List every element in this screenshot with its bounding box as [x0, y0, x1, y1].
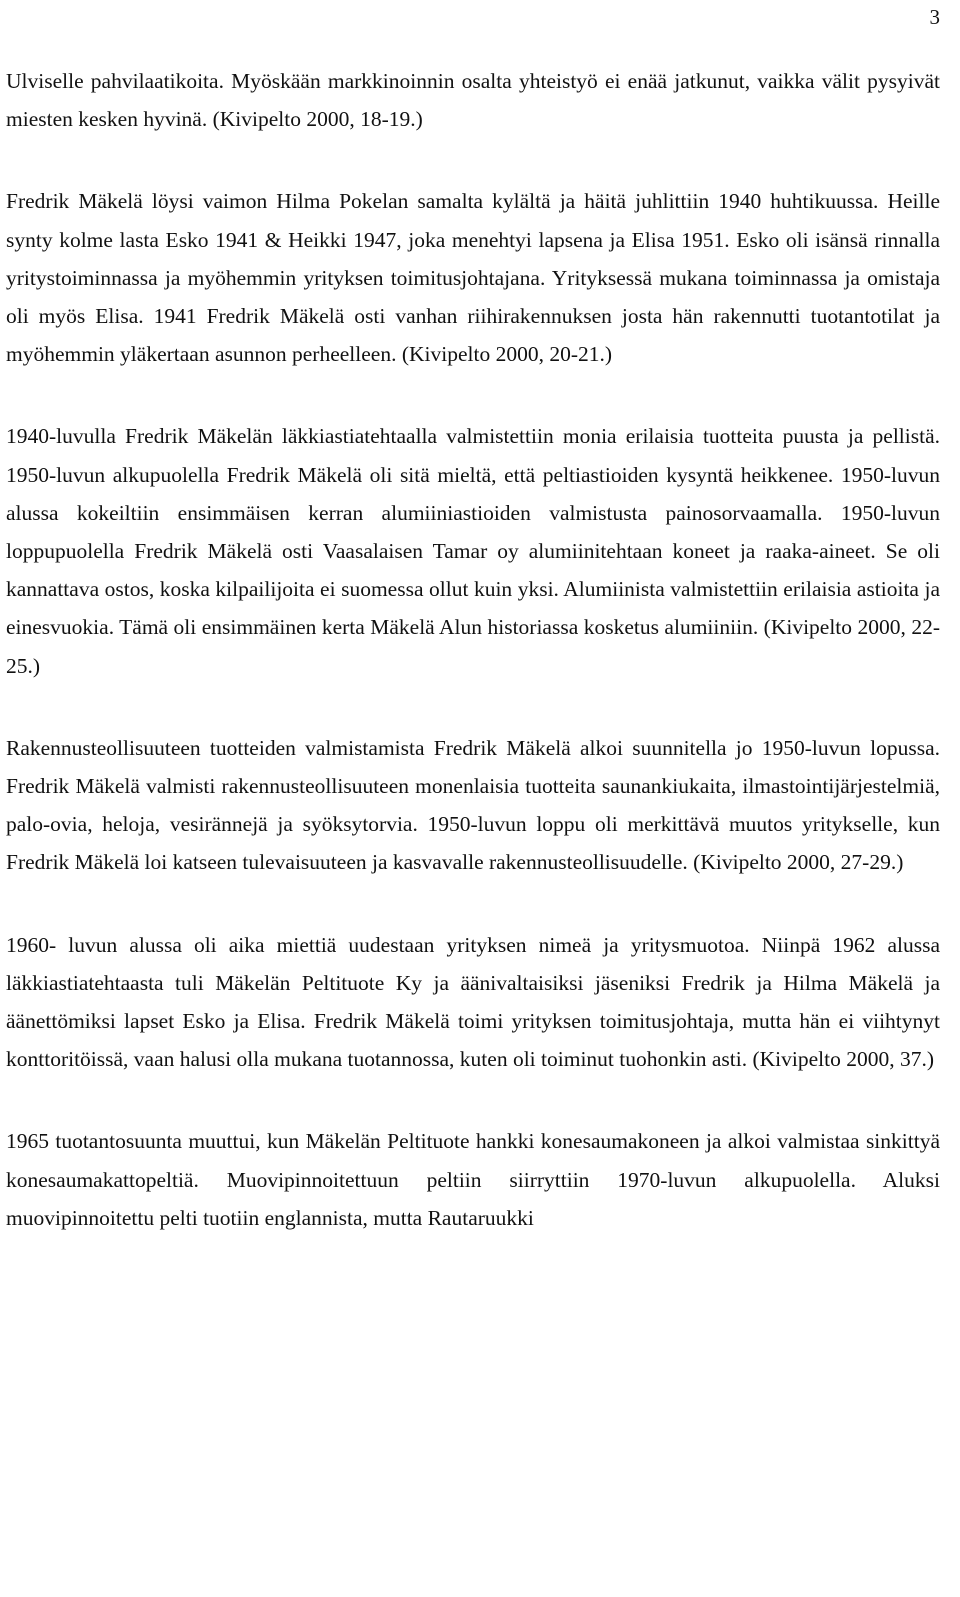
paragraph-family: Fredrik Mäkelä löysi vaimon Hilma Pokelan samalta kylältä ja häitä juhlittiin 1940 huhtikuussa. Heille synty kolme lasta Esko 1941 & Heikki 1947, joka menehtyi lapsena ja Elisa 1951. Esko oli isänsä rinnalla yritystoiminnassa ja myöhemmin yrityksen toimitusjohtajana. Yrityksessä mukana toiminnassa ja omistaja oli myös Elisa. 1941 Fredrik Mäkelä osti vanhan riihirakennuksen josta hän rakennutti tuotantotilat ja myöhemmin yläkertaan asunnon perheelleen. (Kivipelto 2000, 20-21.): [6, 189, 940, 367]
page-number: 3: [929, 5, 940, 29]
paragraph-1965-production: 1965 tuotantosuunta muuttui, kun Mäkelän Peltituote hankki konesaumakoneen ja alkoi valmistaa sinkittyä konesaumakattopeltiä. Muovipinnoitettuun peltiin siirryttiin 1970-luvun alkupuolella. Aluksi muovipinnoitettu pelti tuotiin englannista, mutta Rautaruukki: [6, 1129, 940, 1230]
document-body: [6, 62, 940, 1237]
paragraph-1940s-products: 1940-luvulla Fredrik Mäkelän läkkiastiatehtaalla valmistettiin monia erilaisia tuotteita puusta ja pellistä. 1950-luvun alkupuolella Fredrik Mäkelä oli sitä mieltä, että peltiastioiden kysyntä heikkenee. 1950-luvun alussa kokeiltiin ensimmäisen kerran alumiiniastioiden valmistusta painosorvaamalla. 1950-luvun loppupuolella Fredrik Mäkelä osti Vaasalaisen Tamar oy alumiinitehtaan koneet ja raaka-aineet. Se oli kannattava ostos, koska kilpailijoita ei suomessa ollut kuin yksi. Alumiinista valmistettiin erilaisia astioita ja einesvuokia. Tämä oli ensimmäinen kerta Mäkelä Alun historiassa kosketus alumiiniin. (Kivipelto 2000, 22-25.): [6, 424, 940, 678]
paragraph-construction-industry: Rakennusteollisuuteen tuotteiden valmistamista Fredrik Mäkelä alkoi suunnitella jo 1950-luvun lopussa. Fredrik Mäkelä valmisti rakennusteollisuuteen monenlaisia tuotteita saunankiukaita, ilmastointijärjestelmiä, palo-ovia, heloja, vesirännejä ja syöksytorvia. 1950-luvun loppu oli merkittävä muutos yritykselle, kun Fredrik Mäkelä loi katseen tulevaisuuteen ja kasvavalle rakennusteollisuudelle. (Kivipelto 2000, 27-29.): [6, 735, 940, 875]
paragraph-ulviselle: Ulviselle pahvilaatikoita. Myöskään markkinoinnin osalta yhteistyö ei enää jatkunut, vaikka välit pysyivät miesten kesken hyvinä. (Kivipelto 2000, 18-19.): [6, 69, 940, 132]
paragraph-1960s-company: 1960- luvun alussa oli aika miettiä uudestaan yrityksen nimeä ja yritysmuotoa. Niinpä 1962 alussa läkkiastiatehtaasta tuli Mäkelän Peltituote Ky ja äänivaltaisiksi jäseniksi Fredrik ja Hilma Mäkelä ja äänettömiksi lapset Esko ja Elisa. Fredrik Mäkelä toimi yrityksen toimitusjohtaja, mutta hän ei viihtynyt konttoritöissä, vaan halusi olla mukana tuotannossa, kuten oli toiminut tuohonkin asti. (Kivipelto 2000, 37.): [6, 932, 940, 1072]
